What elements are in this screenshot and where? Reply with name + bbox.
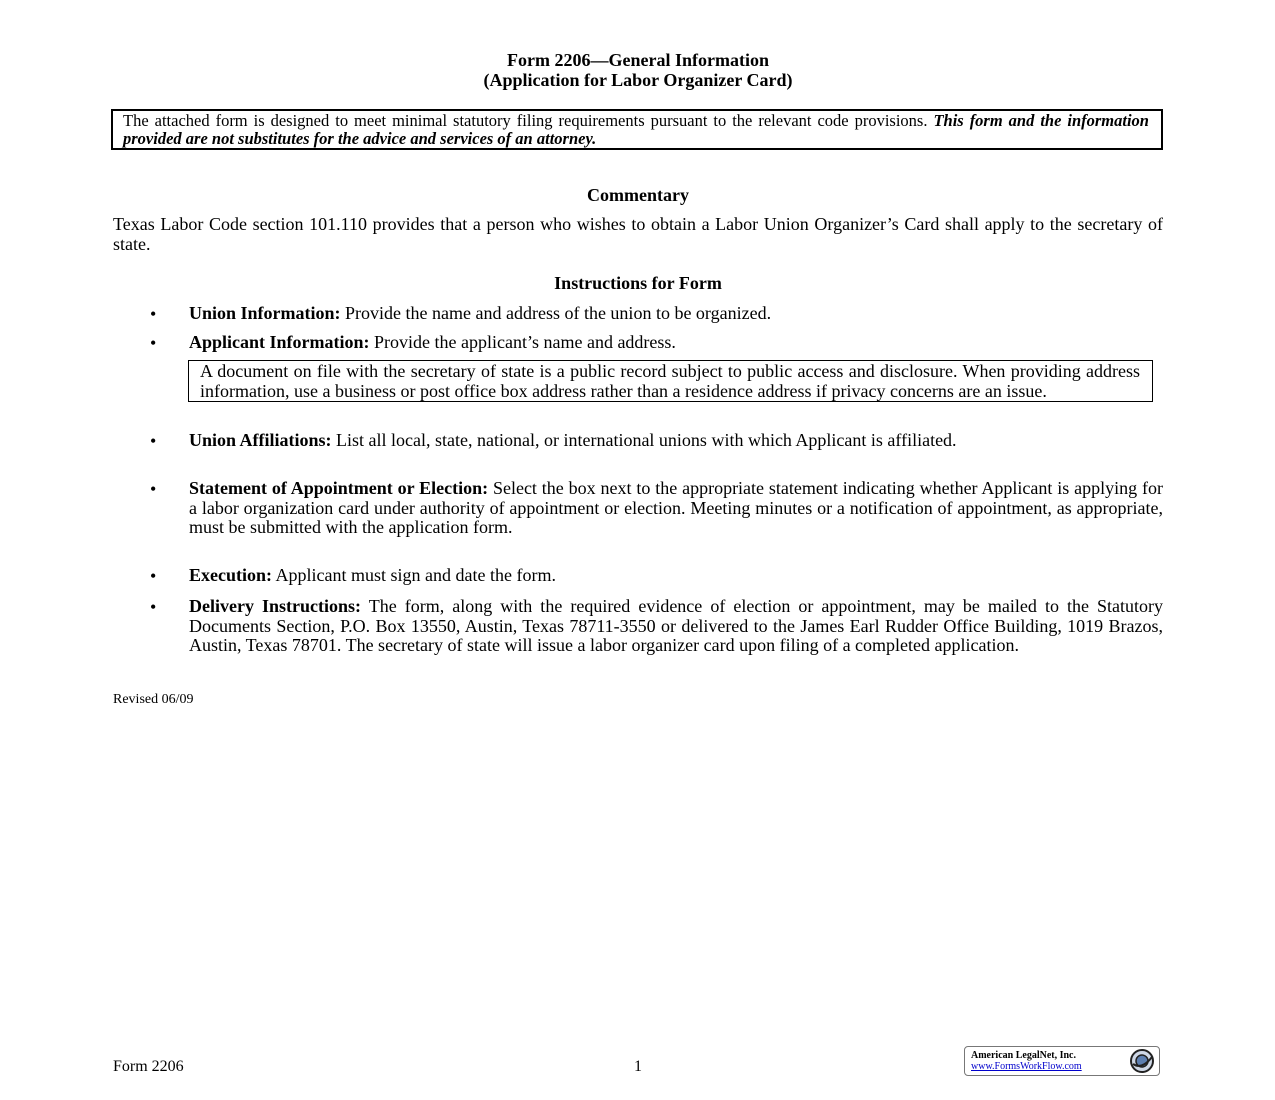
privacy-note-box: A document on file with the secretary of state is a public record subject to public access and disclosure. When providing address information, use a business or post office box address rather than a residence address if privacy concerns are an issue. [188,360,1153,402]
commentary-heading: Commentary [587,185,689,205]
logo-url-link[interactable]: www.FormsWorkFlow.com [971,1061,1082,1072]
revised-date: Revised 06/09 [113,692,194,707]
bullet-icon: • [150,566,157,586]
item-label: Union Affiliations: [189,430,332,450]
item-text: Applicant must sign and date the form. [272,565,556,585]
commentary-body: Texas Labor Code section 101.110 provides that a person who wishes to obtain a Labor Union Organizer’s Card shall apply to the secretary of state. [113,214,1163,254]
title-line-1: Form 2206—General Information [507,50,769,70]
bullet-icon: • [150,479,157,499]
american-legalnet-logo[interactable] [964,1046,1160,1076]
instructions-heading: Instructions for Form [554,273,722,293]
item-text: Select the box next to the appropriate statement indicating whether Applicant is applying for a labor organization card under authority of appointment or election. Meeting minutes or a notification of appointment, as appropriate, must be submitted with the application form. [189,478,1163,537]
item-text: List all local, state, national, or international unions with which Applicant is affiliated. [331,430,957,450]
logo-company-name: American LegalNet, Inc. [971,1050,1076,1061]
page-title [113,50,1163,90]
bullet-icon: • [150,431,157,451]
footer-form-label: Form 2206 [113,1058,184,1075]
item-text: Provide the applicant’s name and address. [369,332,676,352]
item-text: Provide the name and address of the union to be organized. [340,303,772,323]
item-label: Delivery Instructions: [189,596,362,616]
title-line-2: (Application for Labor Organizer Card) [483,70,793,90]
disclaimer-emphasis: This form and the information provided are not substitutes for the advice and services of an attorney. [123,111,1149,148]
bullet-icon: • [150,597,157,617]
disclaimer-text: The attached form is designed to meet minimal statutory filing requirements pursuant to the relevant code provisions. [123,111,934,130]
disclaimer-box [111,109,1163,150]
bullet-icon: • [150,304,157,324]
item-label: Statement of Appointment or Election: [189,478,489,498]
footer-page-number: 1 [634,1058,642,1075]
bullet-icon: • [150,333,157,353]
item-label: Execution: [189,565,272,585]
item-text: The form, along with the required evidence of election or appointment, may be mailed to the Statutory Documents Section, P.O. Box 13550, Austin, Texas 78711-3550 or delivered to the James Earl Rudder Office Building, 1019 Brazos, Austin, Texas 78701. The secretary of state will issue a labor organizer card upon filing of a completed application. [189,596,1163,655]
globe-icon [1129,1048,1155,1074]
item-label: Applicant Information: [189,332,370,352]
item-label: Union Information: [189,303,341,323]
